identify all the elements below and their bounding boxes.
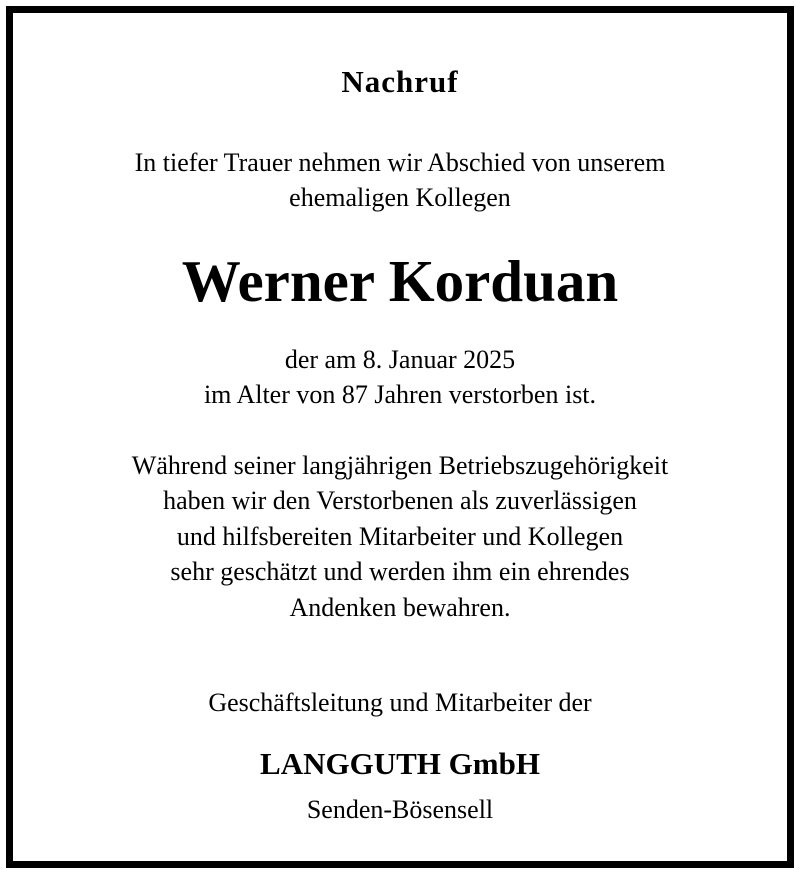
company-name: LANGGUTH GmbH [260,746,540,781]
notice-heading: Nachruf [341,64,459,99]
death-date-line: der am 8. Januar 2025 [284,345,516,374]
signatory-line: Geschäftsleitung und Mitarbeiter der [208,688,592,717]
obituary-notice [6,6,794,868]
intro-line-1: In tiefer Trauer nehmen wir Abschied von unserem [134,148,666,177]
tribute-line-5: Andenken bewahren. [289,593,511,622]
age-line: im Alter von 87 Jahren verstorben ist. [203,380,597,409]
tribute-line-1: Während seiner langjährigen Betriebszugehörigkeit [131,451,669,480]
company-location: Senden-Bösensell [306,795,494,824]
tribute-line-2: haben wir den Verstorbenen als zuverlässigen [163,486,637,515]
intro-line-2: ehemaligen Kollegen [289,183,511,212]
deceased-name: Werner Korduan [181,248,619,314]
tribute-line-4: sehr geschätzt und werden ihm ein ehrendes [170,557,630,586]
tribute-line-3: und hilfsbereiten Mitarbeiter und Kollegen [176,522,624,551]
